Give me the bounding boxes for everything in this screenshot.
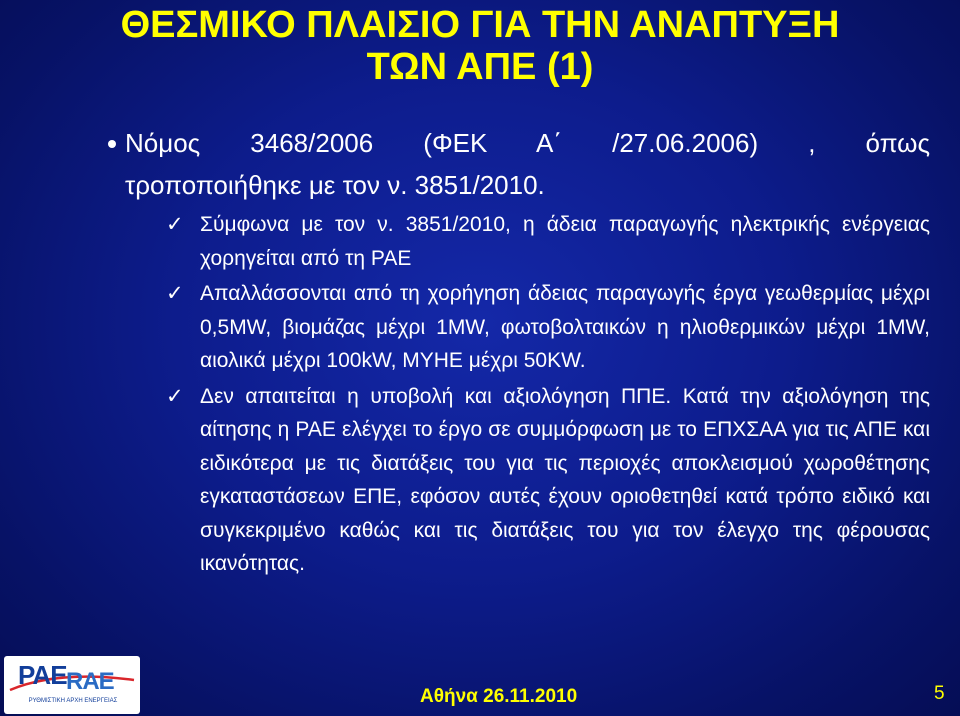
sub-bullet-text: Απαλλάσσονται από τη χορήγηση άδειας παραγωγής έργα γεωθερμίας μέχρι 0,5MW, βιομάζας μέχρι 1MW, φωτοβολταικών η ηλιοθερμικών μέχρι 1MW, αιολικά μέχρι 100kW, ΜΥΗΕ μέχρι 50KW. [200,282,930,372]
sub-bullet-3 [166,380,930,581]
title-line-1: ΘΕΣΜΙΚΟ ΠΛΑΙΣΙΟ ΓΙΑ ΤΗΝ ΑΝΑΠΤΥΞΗ [120,4,840,46]
logo-text-rae: RAE [66,668,114,695]
main-bullet-line-1: Νόμος 3468/2006 (ΦΕΚ Α΄ /27.06.2006) , όπως [125,128,930,158]
bullet-dot-icon [108,140,116,148]
rae-logo [4,656,140,714]
sub-bullet-1 [166,208,930,275]
sub-bullet-2 [166,277,930,378]
checkmark-icon: ✓ [166,384,184,408]
main-bullet [125,122,930,206]
slide-content [125,122,930,581]
main-bullet-line-2: τροποποιήθηκε με τον ν. 3851/2010. [125,170,545,200]
title-line-2: ΤΩΝ ΑΠΕ (1) [366,46,594,88]
logo-text-pae: PAE [18,660,67,690]
footer-date: Αθήνα 26.11.2010 [420,686,578,707]
slide-title [0,4,960,88]
checkmark-icon: ✓ [166,213,184,236]
sub-bullet-text: Σύμφωνα με τον ν. 3851/2010, η άδεια παραγωγής ηλεκτρικής ενέργειας χορηγείται από τη ΡΑΕ [200,213,930,270]
logo-subtitle: ΡΥΘΜΙΣΤΙΚΗ ΑΡΧΗ ΕΝΕΡΓΕΙΑΣ [28,698,118,704]
page-number: 5 [934,683,945,704]
sub-bullet-text: Δεν απαιτείται η υποβολή και αξιολόγηση ΠΠΕ. Κατά την αξιολόγηση της αίτησης η ΡΑΕ ελέγχει το έργο σε συμμόρφωση με το ΕΠΧΣΑΑ για τις ΑΠΕ και ειδικότερα με τις διατάξεις του για τις περιοχές αποκλεισμού χωροθέτησης εγκαταστάσεων ΕΠΕ, εφόσον αυτές έχουν οριοθετηθεί κατά τρόπο ειδικό και συγκεκριμένο καθώς και τις διατάξεις του για τον έλεγχο της φέρουσας ικανότητας. [200,384,930,575]
checkmark-icon: ✓ [166,282,184,305]
